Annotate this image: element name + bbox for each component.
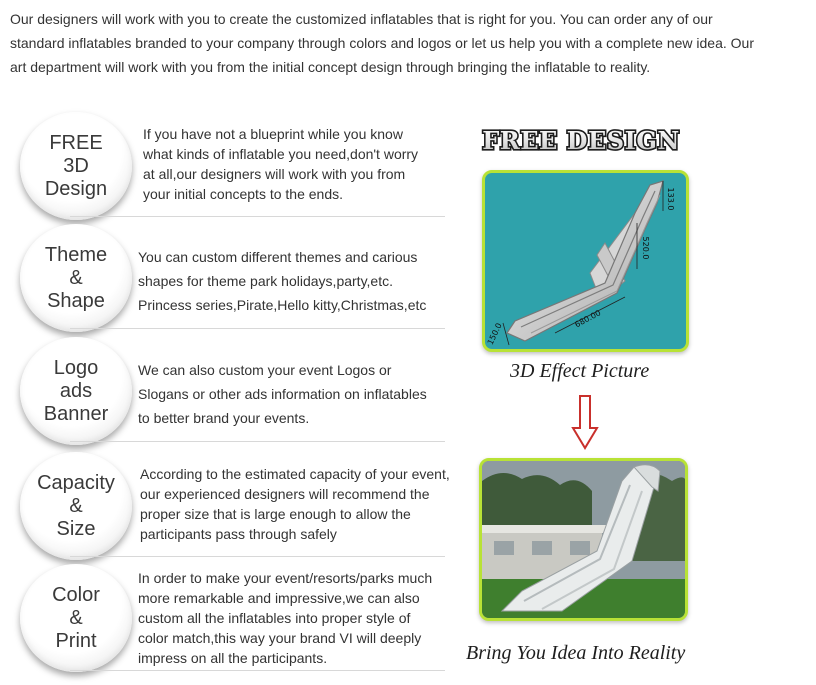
feature-badge [20, 564, 132, 672]
description-line: what kinds of inflatable you need,don't worry [143, 146, 419, 162]
description-line: our experienced designers will recommend the [140, 486, 430, 502]
feature-divider [70, 670, 445, 671]
dimension-label: 520.0 [641, 236, 650, 260]
description-line: custom all the inflatables into proper style of [138, 610, 411, 626]
badge-line: Capacity [37, 471, 115, 494]
3d-effect-picture [482, 170, 689, 352]
feature-divider [70, 216, 445, 217]
badge-line: Color [52, 583, 100, 606]
description-line: at all,our designers will work with you from [143, 166, 406, 182]
logo-text: FREE DESIGN [482, 126, 680, 155]
feature-capacity-size [18, 450, 448, 560]
feature-badge [20, 337, 132, 445]
badge-line: & [69, 606, 83, 629]
description-line: impress on all the participants. [138, 650, 328, 666]
description-line: In order to make your event/resorts/parks much [138, 570, 433, 586]
arrow-down-icon [571, 394, 599, 450]
intro-line-3: art department will work with you from the initial concept design through bringing the inflatable to reality. [10, 59, 651, 75]
feature-color-print [18, 562, 448, 674]
description-line: more remarkable and impressive,we can also [138, 590, 420, 606]
description-line: According to the estimated capacity of your event, [140, 466, 450, 482]
feature-description [138, 358, 453, 430]
badge-line: Theme [44, 243, 108, 266]
description-line: shapes for theme park holidays,party,etc. [138, 273, 393, 289]
feature-divider [70, 441, 445, 442]
badge-line: ads [59, 379, 93, 402]
feature-badge [20, 112, 132, 220]
badge-line: & [69, 494, 83, 517]
feature-description [140, 464, 455, 544]
feature-logo-ads-banner [18, 335, 448, 445]
feature-description [138, 245, 453, 317]
description-line: participants pass through safely [140, 526, 337, 542]
description-line: your initial concepts to the ends. [143, 186, 344, 202]
badge-line: Size [56, 517, 96, 540]
badge-line: Design [44, 177, 108, 200]
badge-line: Print [55, 629, 97, 652]
badge-line: 3D [63, 154, 89, 177]
caption-reality: Bring You Idea Into Reality [466, 642, 686, 664]
description-line: You can custom different themes and carious [138, 249, 418, 265]
dimension-label: 680.00 [573, 308, 603, 330]
badge-line: Banner [43, 402, 109, 425]
photo-scene [482, 461, 685, 618]
real-inflatable-photo [479, 458, 688, 621]
badge-line: Shape [47, 289, 105, 312]
description-line: color match,this way your brand VI will deeply [138, 630, 422, 646]
description-line: proper size that is large enough to allow the [140, 506, 411, 522]
feature-badge [20, 224, 132, 332]
free-design-logo [462, 124, 700, 158]
description-line: Slogans or other ads information on inflatables [138, 386, 427, 402]
feature-description [138, 568, 453, 668]
badge-line: Logo [53, 356, 99, 379]
feature-badge [20, 452, 132, 560]
feature-description [143, 124, 458, 204]
badge-line: & [69, 266, 83, 289]
caption-3d-effect: 3D Effect Picture [510, 360, 650, 382]
feature-divider [70, 328, 445, 329]
intro-line-2: standard inflatables branded to your company through colors and logos or let us help you with a complete new idea. Our [10, 35, 754, 51]
description-line: We can also custom your event Logos or [138, 362, 392, 378]
feature-theme-shape [18, 222, 448, 332]
feature-free-3d-design [18, 110, 448, 220]
feature-divider [70, 556, 445, 557]
dimension-label: 133.0 [666, 187, 675, 211]
description-line: If you have not a blueprint while you know [143, 126, 403, 142]
badge-line: FREE [49, 131, 103, 154]
description-line: to better brand your events. [138, 410, 310, 426]
slide-3d-render [485, 173, 686, 349]
dimension-label: 150.0 [485, 321, 504, 347]
description-line: Princess series,Pirate,Hello kitty,Christmas,etc [138, 297, 427, 313]
intro-line-1: Our designers will work with you to create the customized inflatables that is right for you. You can order any of our [10, 11, 713, 27]
